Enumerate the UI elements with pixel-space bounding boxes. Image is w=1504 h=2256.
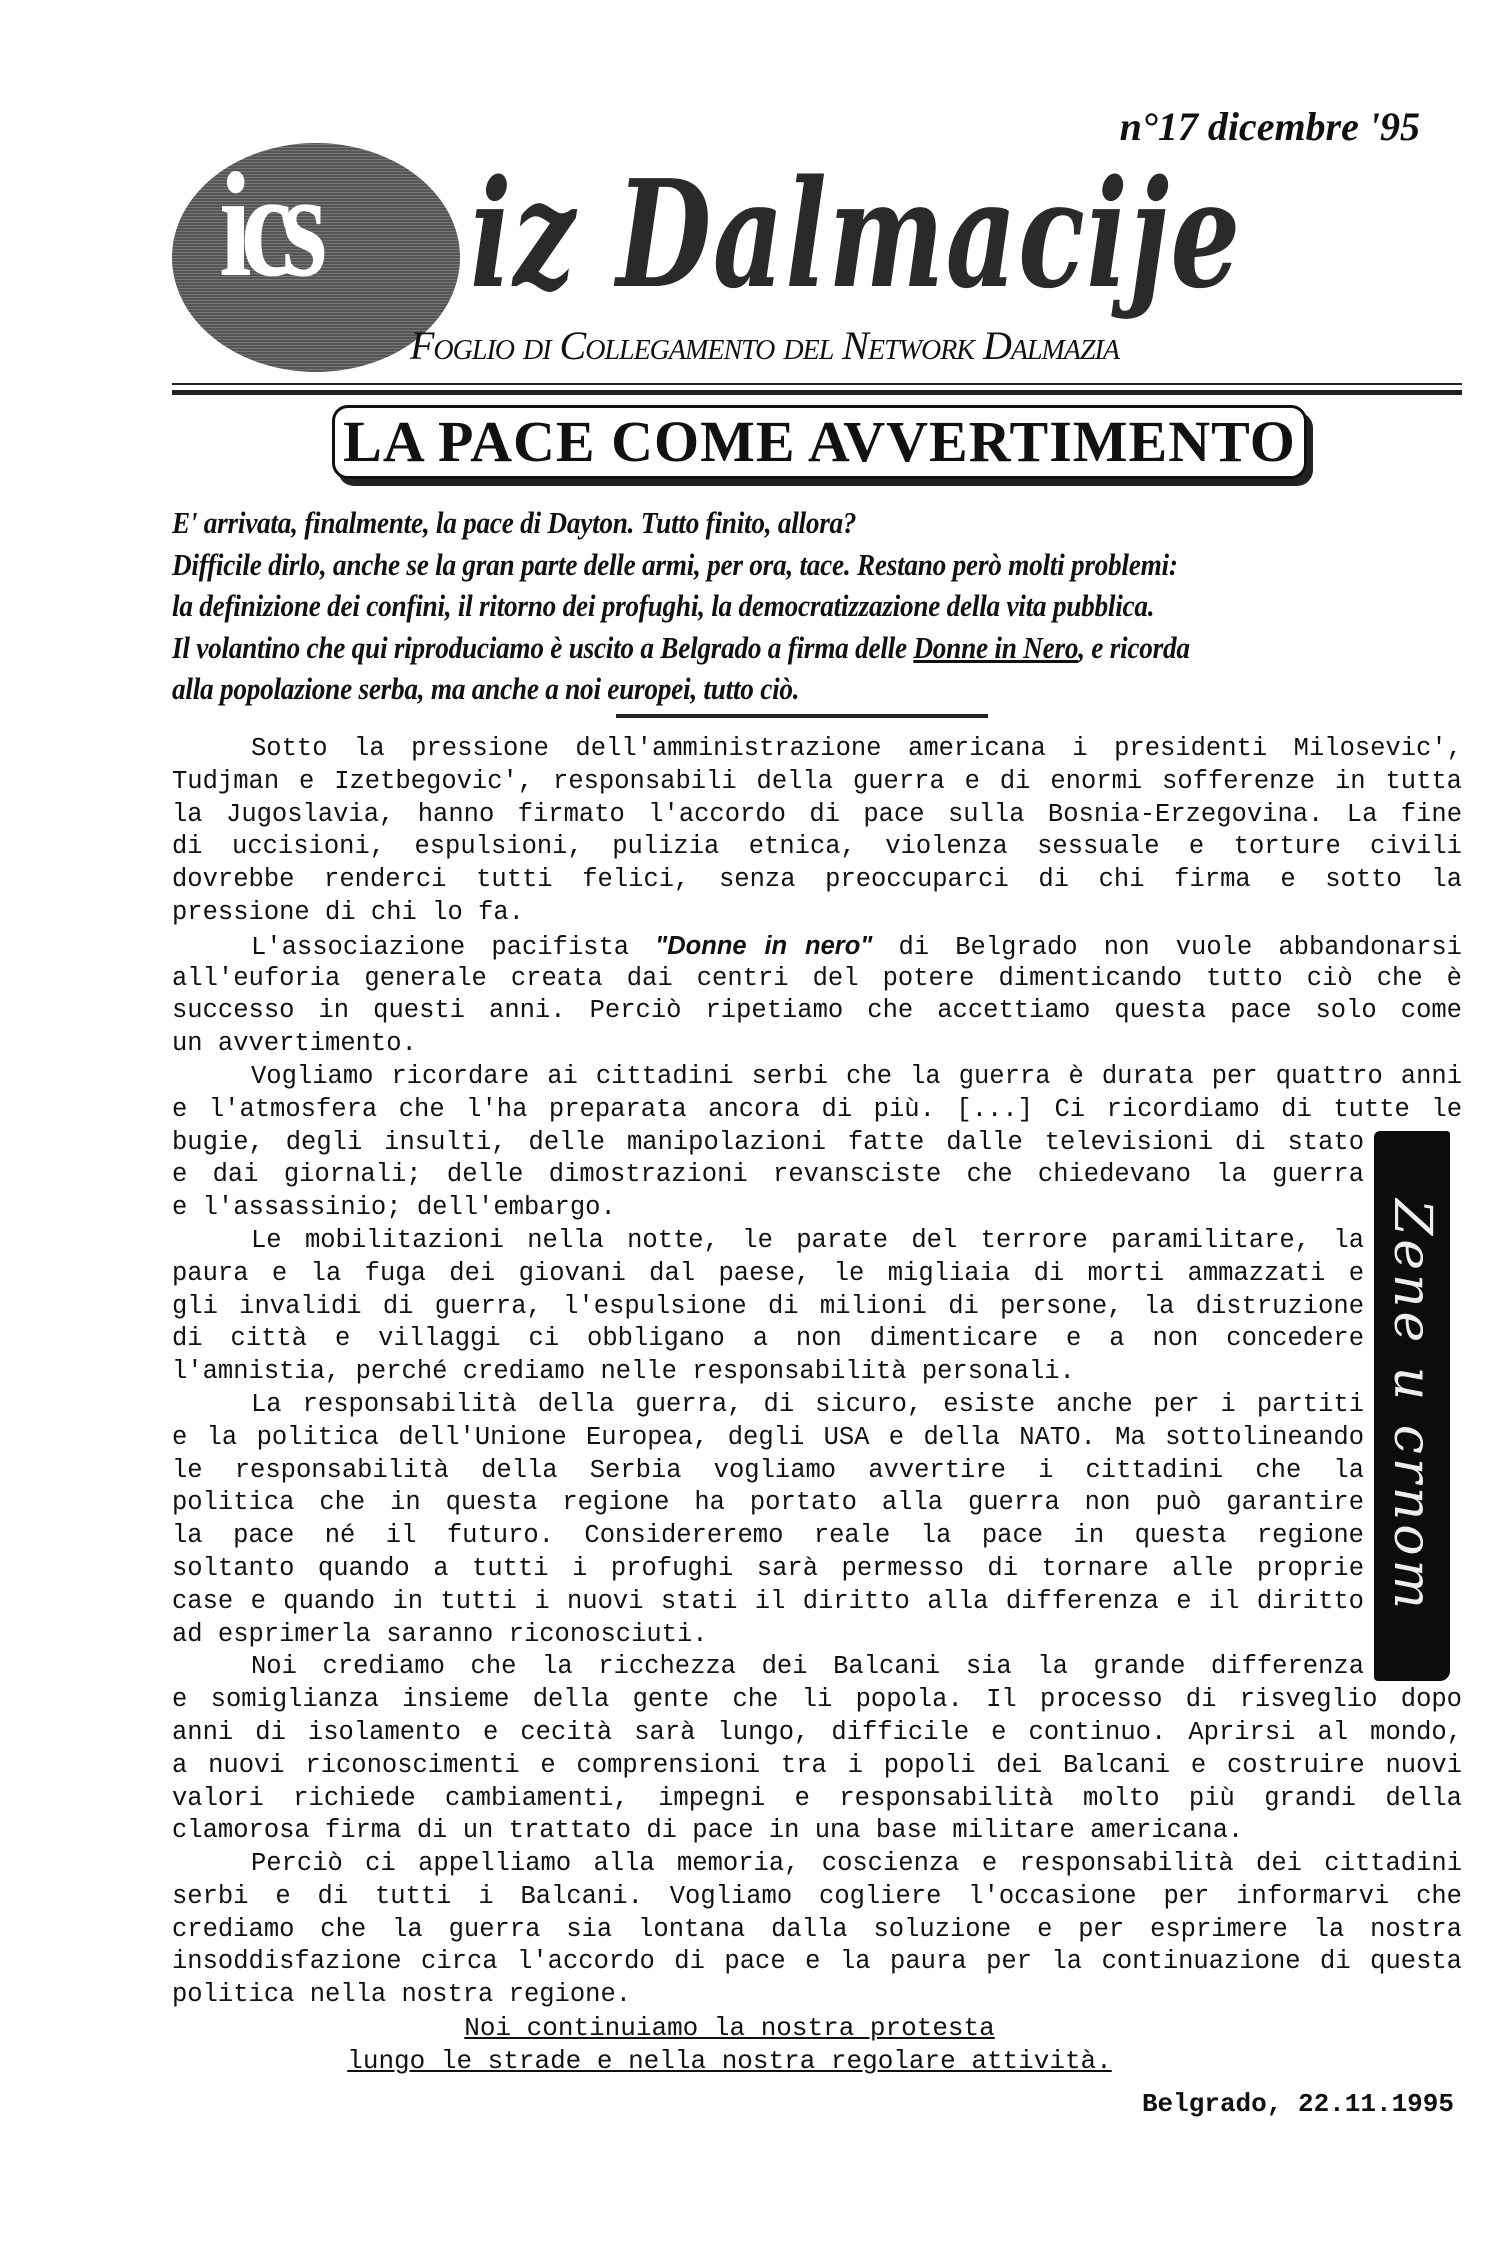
body-line: dovrebbe renderci tutti felici, senza preoccuparci di chi firma e sotto la xyxy=(172,865,1462,895)
body-line: e l'atmosfera che l'ha preparata ancora di più. [...] Ci ricordiamo di tutte le xyxy=(172,1094,1462,1124)
body-line: bugie, degli insulti, delle manipolazioni fatte dalle televisioni di stato xyxy=(172,1127,1364,1157)
body-line: Le mobilitazioni nella notte, le parate del terrore paramilitare, la xyxy=(251,1225,1364,1255)
body-line: e la politica dell'Unione Europea, degli USA e della NATO. Ma sottolineando xyxy=(172,1422,1364,1452)
body-line: paura e la fuga dei giovani dal paese, le migliaia di morti ammazzati e xyxy=(172,1258,1364,1288)
body-text: L'associazione pacifista xyxy=(251,932,656,962)
body-line: l'amnistia, perché crediamo nelle responsabilità personali. xyxy=(172,1357,1075,1387)
article-body xyxy=(172,733,1462,2012)
body-line: politica che in questa regione ha portato alla guerra non può garantire xyxy=(172,1488,1364,1518)
intro-text: , e ricorda xyxy=(1078,629,1190,665)
intro-text: Il volantino che qui riproduciamo è uscito a Belgrado a firma delle xyxy=(172,629,914,665)
body-line: Vogliamo ricordare ai cittadini serbi che la guerra è durata per quattro anni xyxy=(251,1061,1462,1091)
body-line: Sotto la pressione dell'amministrazione americana i presidenti Milosevic', xyxy=(251,734,1462,763)
body-line: le responsabilità della Serbia vogliamo avvertire i cittadini che la xyxy=(172,1455,1364,1485)
divider-thick xyxy=(172,390,1462,395)
body-line: e l'assassinio; dell'embargo. xyxy=(172,1193,616,1223)
body-line: la pace né il futuro. Considereremo reale la pace in questa regione xyxy=(172,1521,1364,1551)
body-line: Noi crediamo che la ricchezza dei Balcani sia la grande differenza xyxy=(251,1652,1364,1682)
body-line: soltanto quando a tutti i profughi sarà permesso di tornare alle proprie xyxy=(172,1553,1364,1583)
intro-divider xyxy=(616,714,988,718)
body-line: clamorosa firma di un trattato di pace in una base militare americana. xyxy=(172,1816,1244,1846)
body-line: un avvertimento. xyxy=(172,1029,417,1059)
body-line: e somiglianza insieme della gente che li popola. Il processo di risveglio dopo xyxy=(172,1685,1462,1715)
closing-statement xyxy=(92,2012,1367,2078)
divider-thin xyxy=(172,383,1462,385)
closing-line: Noi continuiamo la nostra protesta xyxy=(464,2013,995,2043)
intro-paragraph xyxy=(172,502,1457,710)
body-line: successo in questi anni. Perciò ripetiamo che accettiamo questa pace solo come xyxy=(172,996,1462,1026)
intro-line: E' arrivata, finalmente, la pace di Dayton. Tutto finito, allora? xyxy=(172,505,857,540)
body-line xyxy=(172,930,1462,963)
body-line: gli invalidi di guerra, l'espulsione di milioni di persone, la distruzione xyxy=(172,1291,1364,1321)
body-line: crediamo che la guerra sia lontana dalla soluzione e per esprimere la nostra xyxy=(172,1914,1462,1944)
body-line: anni di isolamento e cecità sarà lungo, difficile e continuo. Aprirsi al mondo, xyxy=(172,1717,1462,1747)
body-line: a nuovi riconoscimenti e comprensioni tra i popoli dei Balcani e costruire nuovi xyxy=(172,1750,1462,1780)
donne-in-nero-underlined: Donne in Nero xyxy=(913,629,1079,665)
handwritten-strip-image xyxy=(1374,1131,1450,1681)
body-line: La responsabilità della guerra, di sicuro, esiste anche per i partiti xyxy=(251,1389,1364,1419)
body-line: e dai giornali; delle dimostrazioni revansciste che chiedevano la guerra xyxy=(172,1160,1364,1190)
body-line: all'euforia generale creata dai centri del potere dimenticando tutto ciò che è xyxy=(172,963,1462,993)
intro-line: alla popolazione serba, ma anche a noi europei, tutto ciò. xyxy=(172,671,800,706)
intro-line xyxy=(172,627,1457,669)
closing-line: lungo le strade e nella nostra regolare attività. xyxy=(347,2046,1112,2076)
masthead-title: iz Dalmacije xyxy=(470,147,1242,321)
body-line: la Jugoslavia, hanno firmato l'accordo di pace sulla Bosnia-Erzegovina. La fine xyxy=(172,799,1462,829)
masthead-subtitle: Foglio di Collegamento del Network Dalmazia xyxy=(410,323,1119,368)
body-line: ad esprimerla saranno riconosciuti. xyxy=(172,1619,708,1649)
body-line: Perciò ci appelliamo alla memoria, coscienza e responsabilità dei cittadini xyxy=(251,1849,1462,1879)
headline: LA PACE COME AVVERTIMENTO xyxy=(343,409,1296,474)
logo-text: ics xyxy=(219,142,317,308)
body-line: valori richiede cambiamenti, impegni e responsabilità molto più grandi della xyxy=(172,1783,1462,1813)
headline-box xyxy=(332,405,1307,479)
intro-line: Difficile dirlo, anche se la gran parte delle armi, per ora, tace. Restano però molti problemi: xyxy=(172,546,1178,582)
body-line: insoddisfazione circa l'accordo di pace e la paura per la continuazione di questa xyxy=(172,1947,1462,1977)
body-line: serbi e di tutti i Balcani. Vogliamo cogliere l'occasione per informarvi che xyxy=(172,1881,1462,1911)
handwritten-text: Zene u crnom xyxy=(1382,1199,1442,1613)
body-line: pressione di chi lo fa. xyxy=(172,897,524,927)
issue-date: n°17 dicembre '95 xyxy=(1119,104,1420,149)
emphasis-donne-in-nero: "Donne in nero" xyxy=(655,931,873,960)
body-line: case e quando in tutti i nuovi stati il diritto alla differenza e il diritto xyxy=(172,1586,1364,1616)
body-line: politica nella nostra regione. xyxy=(172,1980,632,2010)
intro-line: la definizione dei confini, il ritorno dei profughi, la democratizzazione della vita pubblica. xyxy=(172,588,1155,623)
body-text: di Belgrado non vuole abbandonarsi xyxy=(872,932,1462,962)
signoff-place-date: Belgrado, 22.11.1995 xyxy=(1141,2089,1454,2119)
body-line: di uccisioni, espulsioni, pulizia etnica, violenza sessuale e torture civili xyxy=(172,832,1462,862)
body-line: Tudjman e Izetbegovic', responsabili della guerra e di enormi sofferenze in tutta xyxy=(172,766,1462,796)
body-line: di città e villaggi ci obbligano a non dimenticare e a non concedere xyxy=(172,1324,1364,1354)
